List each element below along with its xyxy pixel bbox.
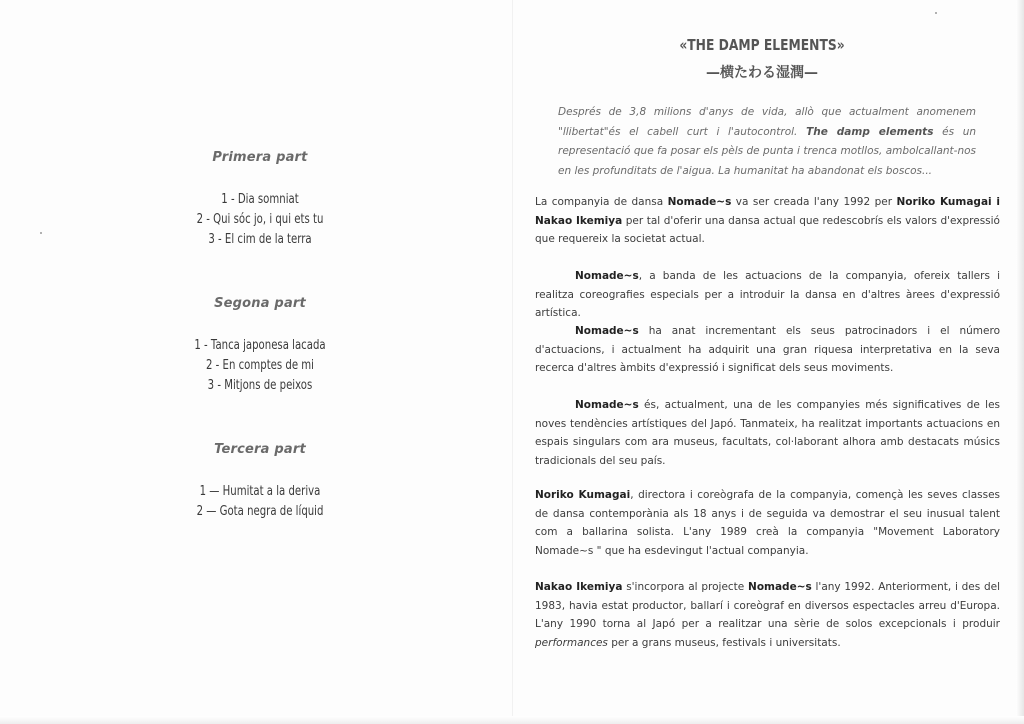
company-name: Nomade~s [575,399,639,411]
paragraph-3 [535,322,1000,378]
text: , directora i coreògrafa de la companyia, començà les seves classes de dansa contemporània als 18 anys i de seguida va demostrar el seu inusual talent com a ballarina solista. L'any 1989 creà la companyia "Movement Laboratory Nomade~s " que ha esdevingut l'actual companyia. [535,489,1000,557]
text: va ser creada l'any 1992 per [735,196,893,208]
text: l'any 1992. Anteriorment, i des del 1983, havia estat productor, ballarí i coreògraf en diversos espectacles arreu d'Europa. L'any 1990 torna al Japó per a realitzar una sèrie de solos excepcionals i produir [535,581,1001,630]
program-item: 1 - Tanca japonesa lacada [194,338,326,353]
intro-text: Després de 3,8 milions d'anys de vida, allò que actualment anomenem "llibertat"és el cabell curt i l'autocontrol. [558,106,976,138]
speck [935,12,937,14]
company-name: Nomade~s [748,581,812,593]
paper-edge-right [1016,0,1024,724]
program-item: 1 — Humitat a la deriva [199,484,321,499]
program-item: 1 - Dia somniat [221,192,299,207]
part-title: Segona part [214,296,306,311]
part-title: Tercera part [214,442,306,457]
text: és, actualment, una de les companyies més significatives de les noves tendències artístiques del Japó. Tanmateix, ha realitzat importants actuacions en espais singulars com ara museus, facultats, col·laborant alhora amb destacats músics tradicionals del seu país. [535,399,1000,467]
program-part-1 [140,150,380,296]
text: per tal d'oferir una dansa actual que redescobrís els valors d'expressió que requereix la societat actual. [535,214,1000,245]
program-item: 2 - Qui sóc jo, i qui ets tu [196,212,324,227]
paper-edge-bottom [0,716,1024,724]
emphasis-term: performances [535,636,608,649]
program-item: 3 - El cim de la terra [208,232,312,247]
program-item: 2 - En comptes de mi [205,358,315,373]
intro-paragraph [558,103,976,181]
article-subtitle: —横たわる湿潤— [706,65,818,81]
program-item: 3 - Mitjons de peixos [207,378,313,393]
speck [40,232,42,234]
person-name: Nakao Ikemiya [535,581,623,593]
text: s'incorpora al projecte [626,581,745,593]
paragraph-4 [535,396,1000,470]
program-list [140,150,380,588]
founders-names: Noriko Kumagai i Nakao Ikemiya [535,196,1000,227]
text: , a banda de les actuacions de la companyia, ofereix tallers i realitza coreografies especials per a introduir la dansa en d'altres àrees d'expressió artística. [535,270,1000,319]
paragraph-5 [535,486,1000,560]
program-part-2 [140,296,380,442]
paragraph-1 [535,193,1000,249]
text: per a grans museus, festivals i universitats. [611,636,841,649]
program-part-3 [140,442,380,588]
company-name: Nomade~s [667,196,732,208]
company-name: Nomade~s [575,325,639,337]
text: ha anat incrementant els seus patrocinadors i el número d'actuacions, i actualment ha adquirit una gran riquesa interpretativa en la seva recerca d'altres àmbits d'expressió i significat dels seus moviments. [535,325,1001,374]
company-name: Nomade~s [575,270,639,282]
intro-show-name: The damp elements [806,125,934,138]
program-item: 2 — Gota negra de líquid [196,504,324,519]
part-title: Primera part [212,150,308,165]
text: La companyia de dansa [535,196,664,208]
intro-text: és un representació que fa posar els pèls de punta i trenca motllos, ambolcallant-nos en les profunditats de l'aigua. La humanitat ha abandonat els boscos... [558,125,977,177]
person-name: Noriko Kumagai [535,489,631,501]
page-fold [512,0,513,724]
paragraph-2 [535,267,1000,323]
paragraph-6 [535,578,1000,652]
article-title: «THE DAMP ELEMENTS» [679,36,845,54]
